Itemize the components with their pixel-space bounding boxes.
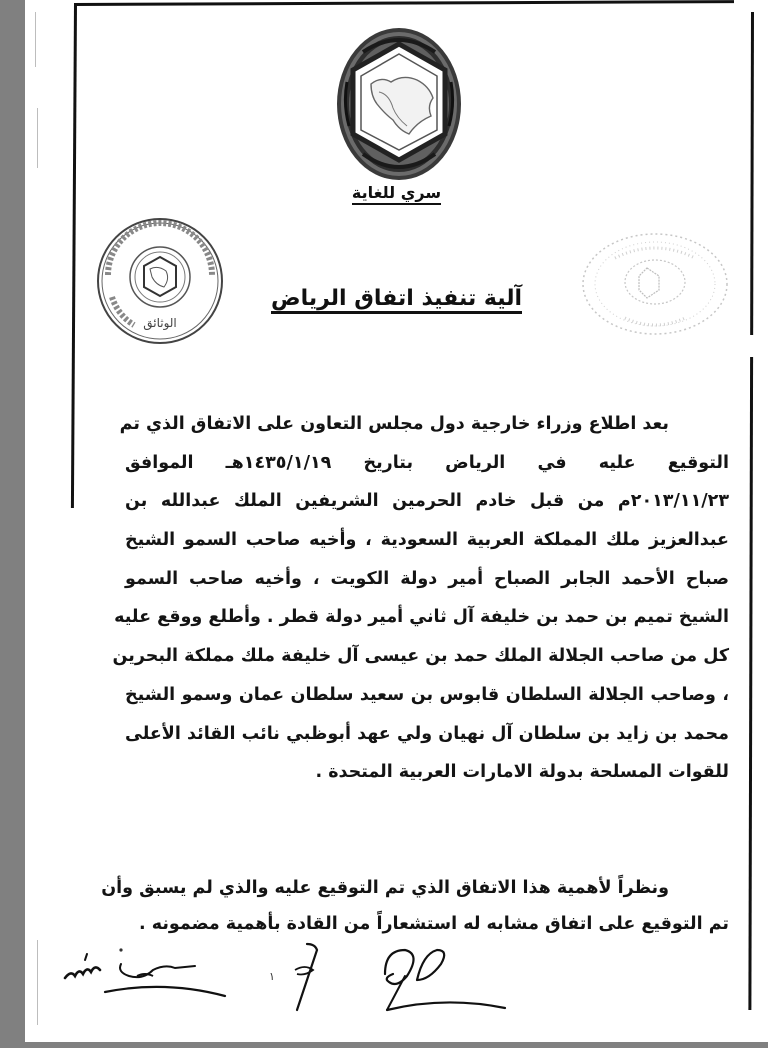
document-title-text: آلية تنفيذ اتفاق الرياض: [271, 286, 522, 314]
signature-1: [65, 948, 123, 978]
paragraph-2: [101, 870, 729, 942]
faded-stamp-right: [575, 228, 735, 340]
page-border-gap: [745, 335, 759, 357]
page-border-right: [748, 12, 753, 1010]
paragraph-1: [112, 405, 729, 792]
paragraph-line: ونظراً لأهمية هذا الاتفاق الذي تم التوقيع عليه والذي لم يسبق وأن: [101, 878, 669, 898]
scan-mark: [35, 12, 36, 67]
document-page: [25, 0, 768, 1042]
paragraph-line: بعد اطلاع وزراء خارجية دول مجلس التعاون على الاتفاق الذي تم: [119, 414, 669, 434]
signatures-area: [25, 940, 768, 1040]
page-border-left: [71, 3, 77, 508]
signature-3: [295, 944, 317, 1010]
stamp-text: الوثائق: [143, 316, 177, 330]
page-border-top: [74, 0, 734, 6]
paragraph-line: تم التوقيع على اتفاق مشابه له استشعاراً من القادة بأهمية مضمونه .: [138, 914, 729, 934]
signature-4: [385, 950, 505, 1010]
paragraph-line: ، وصاحب الجلالة السلطان قابوس بن سعيد سلطان عمان وسمو الشيخ: [125, 684, 729, 705]
scan-mark: [37, 108, 38, 168]
paragraph-line: للقوات المسلحة بدولة الامارات العربية المتحدة .: [315, 762, 729, 783]
paragraph-line: ٢٠١٣/١١/٢٣م من قبل خادم الحرمين الشريفين الملك عبدالله بن: [125, 491, 729, 512]
classification-label: [25, 183, 768, 202]
paragraph-line: عبدالعزيز ملك المملكة العربية السعودية ، وأخيه صاحب السمو الشيخ: [125, 530, 729, 551]
classification-text: سري للغاية: [352, 183, 441, 205]
paragraph-line: كل من صاحب الجلالة الملك حمد بن عيسى آل خليفة ملك مملكة البحرين: [112, 646, 729, 667]
documents-stamp-left: [94, 215, 226, 347]
paragraph-line: محمد بن زايد بن سلطان آل نهيان ولي عهد أبوظبي نائب القائد الأعلى: [125, 723, 729, 744]
faded-circular-stamp-icon: [575, 228, 735, 340]
paragraph-line: الشيخ تميم بن حمد بن خليفة آل ثاني أمير دولة قطر . وأطلع ووقع عليه: [114, 607, 729, 628]
gcc-emblem-seal: [333, 22, 465, 186]
paragraph-line: صباح الأحمد الجابر الصباح أمير دولة الكويت ، وأخيه صاحب السمو: [125, 568, 729, 589]
page-number-mark: ١: [269, 970, 275, 983]
document-title: [25, 286, 768, 311]
circular-stamp-icon: [94, 215, 226, 347]
gcc-emblem-icon: [333, 22, 465, 186]
signature-2: [105, 964, 225, 996]
paragraph-line: التوقيع عليه في الرياض بتاريخ ١٤٣٥/١/١٩هـ الموافق: [125, 452, 729, 473]
